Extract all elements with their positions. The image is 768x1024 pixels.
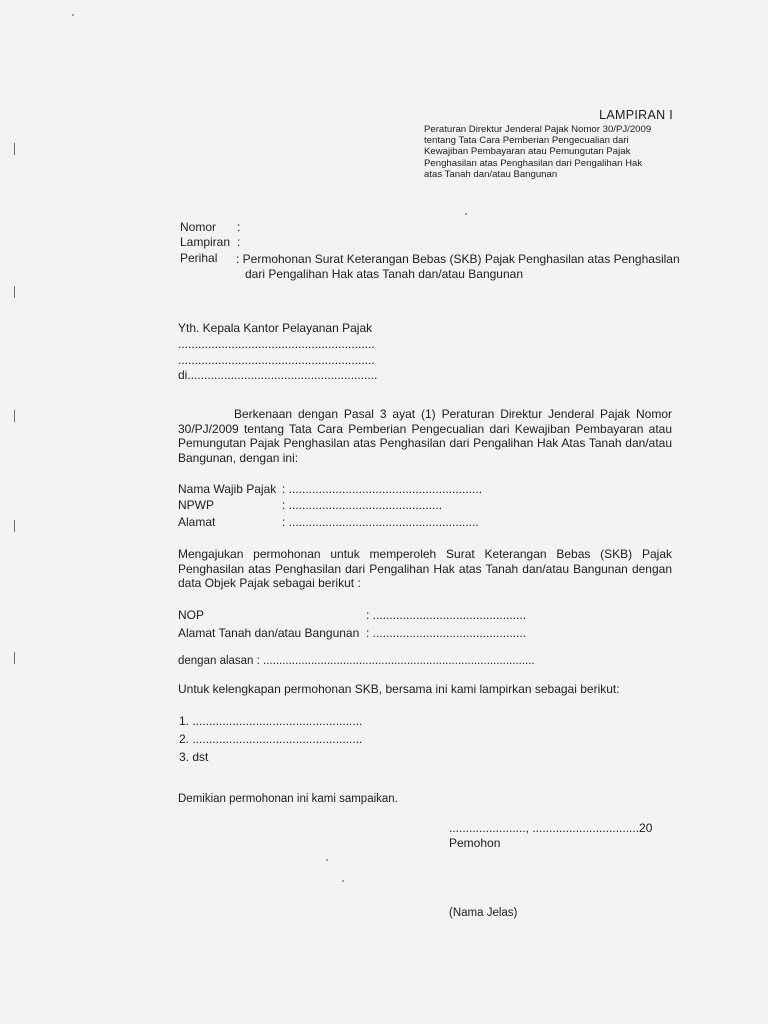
scan-margin-mark (14, 143, 15, 155)
attachment-item-1: 1. ................................................... (179, 714, 363, 728)
scan-speck (72, 14, 74, 16)
paragraph-mengajukan: Mengajukan permohonan untuk memperoleh Surat Keterangan Bebas (SKB) Pajak Penghasilan atas Penghasilan dari Pengalihan Hak atas Tanah dan/atau Bangunan dengan data Objek Pajak sebagai berikut : (178, 547, 672, 591)
scan-speck (342, 880, 344, 882)
reference-line: atas Tanah dan/atau Bangunan (424, 168, 558, 180)
nomor-colon: : (237, 220, 241, 234)
pemohon-label: Pemohon (449, 836, 501, 850)
reference-line: Penghasilan atas Penghasilan dari Pengalihan Hak (424, 157, 643, 169)
scan-speck (326, 859, 328, 861)
reference-line: tentang Tata Cara Pemberian Pengecualian dari (424, 135, 629, 147)
nomor-label: Nomor (180, 220, 217, 234)
attachment-intro: Untuk kelengkapan permohonan SKB, bersama ini kami lampirkan sebagai berikut: (178, 682, 620, 696)
scan-speck (465, 213, 467, 215)
alamat-tanah-value: : .............................................. (366, 626, 527, 640)
scan-margin-mark (14, 652, 15, 664)
perihal-line-1: : Permohonan Surat Keterangan Bebas (SKB) Pajak Penghasilan atas Penghasilan (236, 252, 680, 266)
perihal-label: Perihal (180, 251, 218, 265)
nama-jelas-label: (Nama Jelas) (449, 907, 518, 919)
regulation-reference (424, 124, 672, 180)
addressee-line-4: di......................................................... (178, 368, 378, 382)
paragraph-berkenaan: Berkenaan dengan Pasal 3 ayat (1) Peraturan Direktur Jenderal Pajak Nomor 30/PJ/2009 tentang Tata Cara Pemberian Pengecualian dari Kewajiban Pembayaran atau Pemungutan Pajak Penghasilan atas Penghasilan dari Pengalihan Hak Atas Tanah dan/atau Bangunan, dengan ini: (178, 407, 672, 465)
npwp-value: : .............................................. (282, 498, 443, 512)
alamat-tanah-label: Alamat Tanah dan/atau Bangunan (178, 626, 360, 640)
addressee-line-3: ........................................................... (178, 353, 375, 367)
scan-margin-mark (14, 286, 15, 298)
reference-line: Kewajiban Pembayaran atau Pemungutan Pajak (424, 146, 631, 158)
scan-margin-mark (14, 410, 15, 422)
attachment-item-3: 3. dst (179, 750, 209, 764)
npwp-label: NPWP (178, 498, 214, 512)
perihal-line-2: dari Pengalihan Hak atas Tanah dan/atau Bangunan (245, 267, 523, 281)
lampiran-title: LAMPIRAN I (599, 108, 673, 122)
alamat-label: Alamat (178, 515, 216, 529)
lampiran-label: Lampiran (180, 235, 231, 249)
nop-value: : .............................................. (366, 608, 527, 622)
dengan-alasan-line: dengan alasan : ..................................................................................... (178, 655, 535, 667)
closing-sentence: Demikian permohonan ini kami sampaikan. (178, 793, 398, 805)
place-date-line: ......................., ................................20 (449, 821, 653, 835)
scan-margin-mark (14, 520, 15, 532)
lampiran-colon: : (237, 235, 241, 249)
nop-label: NOP (178, 608, 205, 622)
reference-line: Peraturan Direktur Jenderal Pajak Nomor 30/PJ/2009 (424, 124, 652, 135)
addressee-line-2: ........................................................... (178, 337, 375, 351)
alamat-value: : ......................................................... (282, 515, 479, 529)
attachment-item-2: 2. ................................................... (179, 732, 363, 746)
addressee-line-1: Yth. Kepala Kantor Pelayanan Pajak (178, 321, 373, 335)
nama-wajib-pajak-label: Nama Wajib Pajak (178, 482, 277, 496)
nama-wajib-pajak-value: : .......................................................... (282, 482, 483, 496)
